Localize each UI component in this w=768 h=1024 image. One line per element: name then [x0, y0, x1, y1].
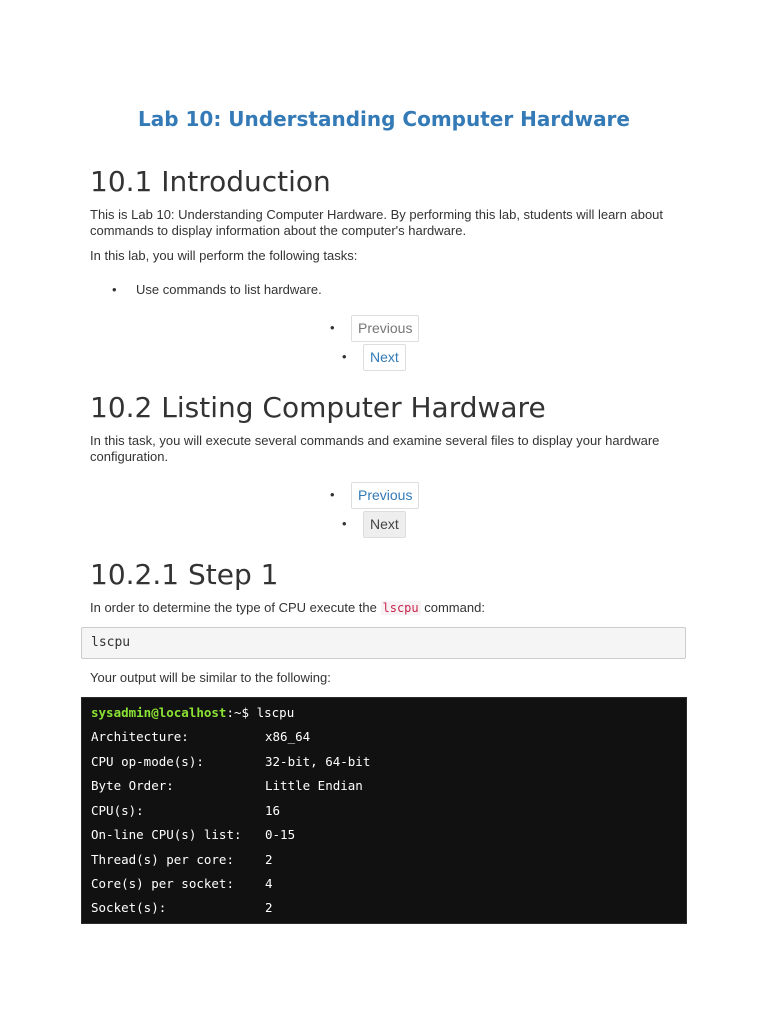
command-block: lscpu	[81, 627, 686, 659]
row-key: Byte Order:	[91, 778, 174, 793]
terminal-row	[91, 851, 681, 869]
terminal-row	[91, 753, 681, 771]
bullet-icon: •	[342, 516, 347, 531]
terminal-row	[91, 777, 681, 795]
lab-title: Lab 10: Understanding Computer Hardware	[137, 107, 630, 131]
terminal-prompt-line	[91, 704, 294, 722]
task-label: Use commands to list hardware.	[136, 282, 322, 297]
row-value: x86_64	[265, 729, 311, 744]
row-value: 2	[265, 900, 273, 915]
listing-heading: 10.2 Listing Computer Hardware	[90, 391, 546, 424]
terminal-output	[81, 697, 687, 924]
intro-heading: 10.1 Introduction	[90, 165, 331, 198]
row-value: 0-15	[265, 827, 296, 842]
row-value: Little Endian	[265, 778, 363, 793]
row-key: Thread(s) per core:	[91, 852, 234, 867]
prompt-command: lscpu	[256, 705, 295, 720]
row-key: Architecture:	[91, 729, 189, 744]
row-value: 2	[265, 852, 273, 867]
instruction-text: command:	[420, 600, 485, 615]
row-key: CPU op-mode(s):	[91, 754, 204, 769]
terminal-row	[91, 826, 681, 844]
bullet-icon: •	[330, 487, 335, 502]
previous-button[interactable]: Previous	[351, 315, 419, 342]
output-intro: Your output will be similar to the following:	[90, 670, 331, 685]
intro-paragraph: This is Lab 10: Understanding Computer Hardware. By performing this lab, students will learn about commands to display information about the computer's hardware.	[90, 207, 664, 238]
bullet-icon: •	[342, 349, 347, 364]
intro-tasks-lead: In this lab, you will perform the following tasks:	[90, 248, 358, 263]
bullet-icon: •	[330, 320, 335, 335]
bullet-icon: •	[112, 282, 117, 297]
row-key: Socket(s):	[91, 900, 167, 915]
row-value: 4	[265, 876, 273, 891]
terminal-row	[91, 875, 681, 893]
row-key: Core(s) per socket:	[91, 876, 234, 891]
instruction-text: In order to determine the type of CPU execute the	[90, 600, 381, 615]
prompt-path: :~	[226, 705, 242, 720]
inline-code: lscpu	[382, 601, 419, 615]
prompt-symbol: $	[241, 705, 257, 720]
terminal-row	[91, 728, 681, 746]
prompt-user: sysadmin@localhost	[91, 705, 227, 720]
terminal-row	[91, 899, 681, 917]
next-button[interactable]: Next	[363, 511, 406, 538]
step1-heading: 10.2.1 Step 1	[90, 558, 279, 591]
listing-paragraph: In this task, you will execute several commands and examine several files to display your hardware configuration.	[90, 433, 660, 464]
row-key: CPU(s):	[91, 803, 144, 818]
row-key: On-line CPU(s) list:	[91, 827, 242, 842]
terminal-row	[91, 802, 681, 820]
next-button[interactable]: Next	[363, 344, 406, 371]
previous-button[interactable]: Previous	[351, 482, 419, 509]
row-value: 16	[265, 803, 281, 818]
row-value: 32-bit, 64-bit	[265, 754, 371, 769]
step1-instruction	[90, 600, 690, 616]
